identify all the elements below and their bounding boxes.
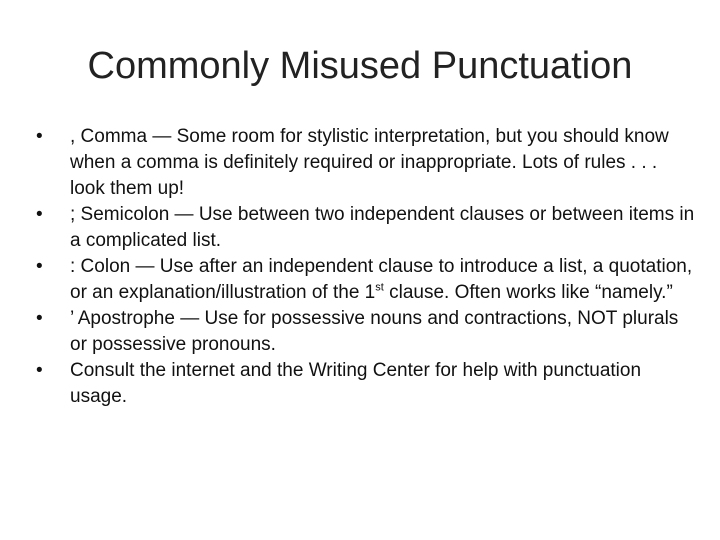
bullet-icon: •	[36, 204, 43, 225]
bullet-icon: •	[36, 126, 43, 147]
bullet-text: : Colon — Use after an independent clause to introduce a list, a quotation, or an explanation/illustration of the 1	[70, 256, 693, 303]
bullet-text-continued: clause. Often works like “namely.”	[383, 282, 673, 303]
bullet-list	[36, 124, 696, 410]
slide-title: Commonly Misused Punctuation	[87, 45, 633, 87]
bullet-item-comma	[36, 124, 696, 202]
bullet-item-apostrophe	[36, 306, 696, 358]
bullet-icon: •	[36, 308, 43, 329]
bullet-text: Consult the internet and the Writing Center for help with punctuation usage.	[70, 360, 642, 407]
bullet-text: ’ Apostrophe — Use for possessive nouns and contractions, NOT plurals or possessive pronouns.	[70, 308, 679, 355]
bullet-icon: •	[36, 256, 43, 277]
bullet-item-consult	[36, 358, 696, 410]
ordinal-superscript: st	[375, 281, 384, 294]
bullet-item-colon	[36, 254, 696, 306]
bullet-text: ; Semicolon — Use between two independent clauses or between items in a complicated list.	[70, 204, 695, 251]
bullet-text: , Comma — Some room for stylistic interpretation, but you should know when a comma is definitely required or inappropriate. Lots of rules . . . look them up!	[70, 126, 669, 199]
bullet-item-semicolon	[36, 202, 696, 254]
bullet-icon: •	[36, 360, 43, 381]
